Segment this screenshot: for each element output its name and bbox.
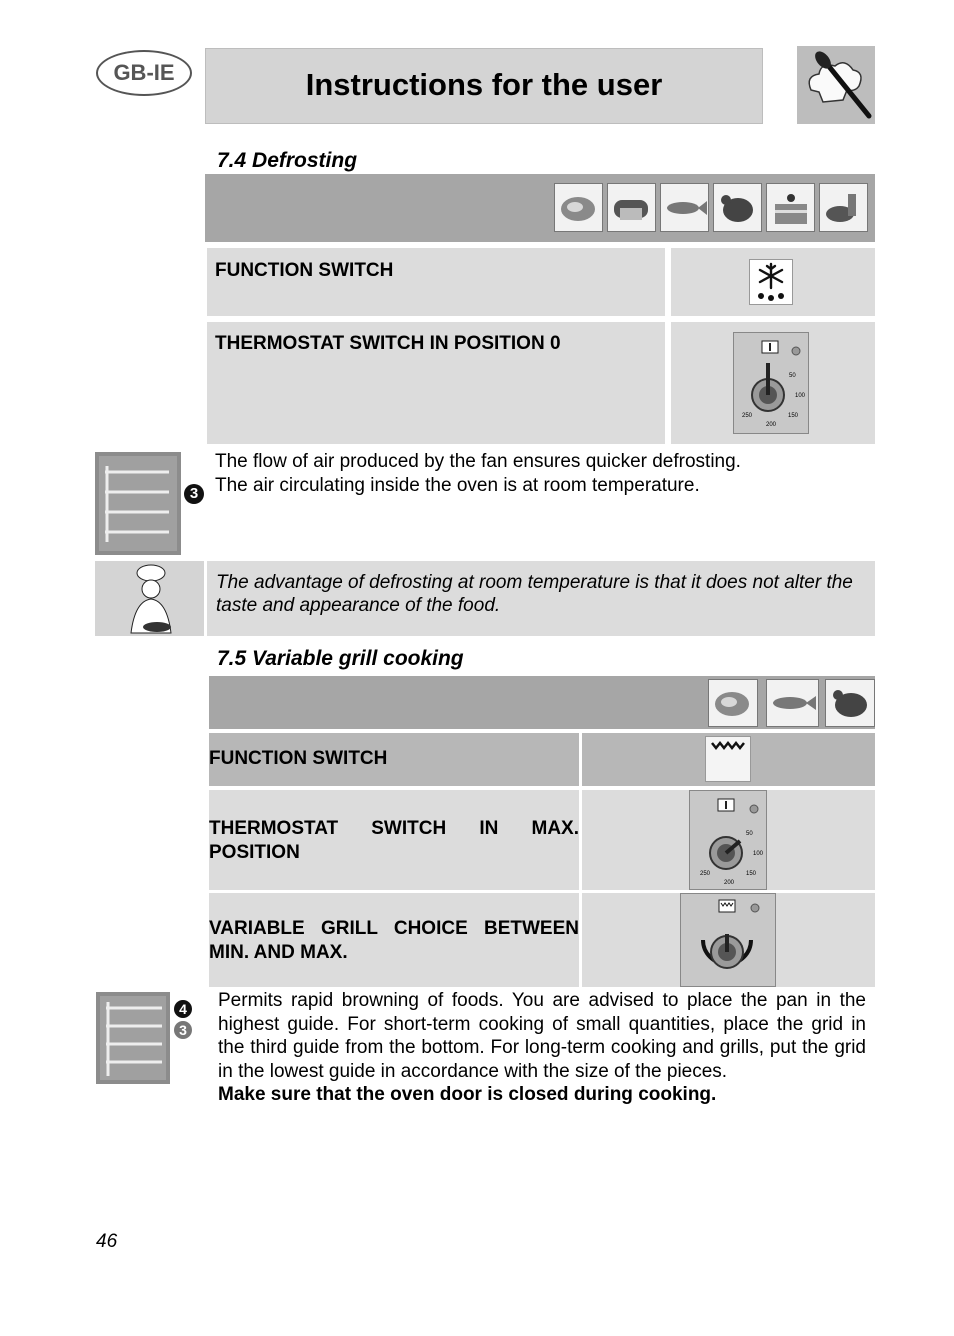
grill-knob-tick-100: 100	[753, 851, 764, 857]
defrost-note: The advantage of defrosting at room temperature is that it does not alter the taste and appearance of the food.	[207, 561, 875, 636]
grill-thermostat-knob	[689, 790, 767, 890]
function-switch-label: FUNCTION SWITCH	[207, 248, 665, 316]
food-icons-band	[205, 174, 875, 242]
variable-grill-cell	[582, 893, 875, 987]
defrost-description-line-2: The air circulating inside the oven is at room temperature.	[215, 475, 700, 496]
variable-grill-knob	[680, 893, 776, 987]
cake-icon	[766, 183, 815, 232]
grill-function-cell	[582, 733, 875, 786]
grill-oven-rack-illustration	[96, 992, 170, 1084]
grill-knob-tick-250: 250	[700, 871, 711, 877]
knob-tick-50: 50	[789, 373, 796, 379]
fish-icon	[660, 183, 709, 232]
grill-thermostat-cell	[582, 790, 875, 890]
meat-icon	[708, 679, 758, 727]
chef-spoon-icon	[797, 46, 875, 124]
knob-tick-250: 250	[742, 413, 753, 419]
section-title-variable-grill: 7.5 Variable grill cooking	[217, 647, 464, 670]
knob-tick-100: 100	[795, 393, 806, 399]
snowflake-defrost-icon	[749, 259, 793, 305]
variable-grill-label: VARIABLE GRILL CHOICE BETWEEN MIN. AND MAX.	[209, 893, 579, 987]
page-number: 46	[96, 1231, 118, 1252]
grill-thermostat-label: THERMOSTAT SWITCH IN MAX. POSITION	[209, 790, 579, 890]
grill-knob-tick-150: 150	[746, 871, 757, 877]
fish-icon	[766, 679, 819, 727]
grill-knob-tick-200: 200	[724, 880, 735, 886]
section-title-defrosting: 7.4 Defrosting	[217, 149, 358, 172]
defrost-description-line-1: The flow of air produced by the fan ensures quicker defrosting.	[215, 451, 741, 472]
thermostat-cell	[671, 322, 875, 444]
poultry-icon	[713, 183, 762, 232]
oven-rack-illustration	[95, 452, 181, 555]
guide-number-3: 3	[174, 1021, 192, 1039]
grill-warning: Make sure that the oven door is closed during cooking.	[218, 1084, 717, 1105]
guide-number-3: 3	[184, 484, 204, 504]
chef-illustration	[95, 561, 204, 636]
function-cell	[671, 248, 875, 316]
knob-tick-200: 200	[766, 422, 777, 428]
grill-description: Permits rapid browning of foods. You are advised to place the pan in the highest guide. For short-term cooking of small quantities, place the grid in the third guide from the bottom. For long-term cooking and grills, put the grid in the lowest guide in accordance with the size of the pieces.	[218, 990, 866, 1082]
grill-knob-tick-50: 50	[746, 831, 753, 837]
page-title: Instructions for the user	[205, 48, 763, 124]
guide-number-4: 4	[174, 1000, 192, 1018]
meat-icon	[554, 183, 603, 232]
grill-function-switch-label: FUNCTION SWITCH	[209, 733, 579, 786]
knob-tick-150: 150	[788, 413, 799, 419]
vegetables-icon	[819, 183, 868, 232]
grill-food-icons-band	[209, 676, 875, 729]
grill-element-icon	[705, 736, 751, 782]
poultry-icon	[825, 679, 875, 727]
region-badge: GB-IE	[96, 50, 192, 96]
thermostat-knob	[733, 332, 809, 434]
bread-icon	[607, 183, 656, 232]
defrost-description	[215, 450, 865, 498]
thermostat-label: THERMOSTAT SWITCH IN POSITION 0	[207, 322, 665, 444]
